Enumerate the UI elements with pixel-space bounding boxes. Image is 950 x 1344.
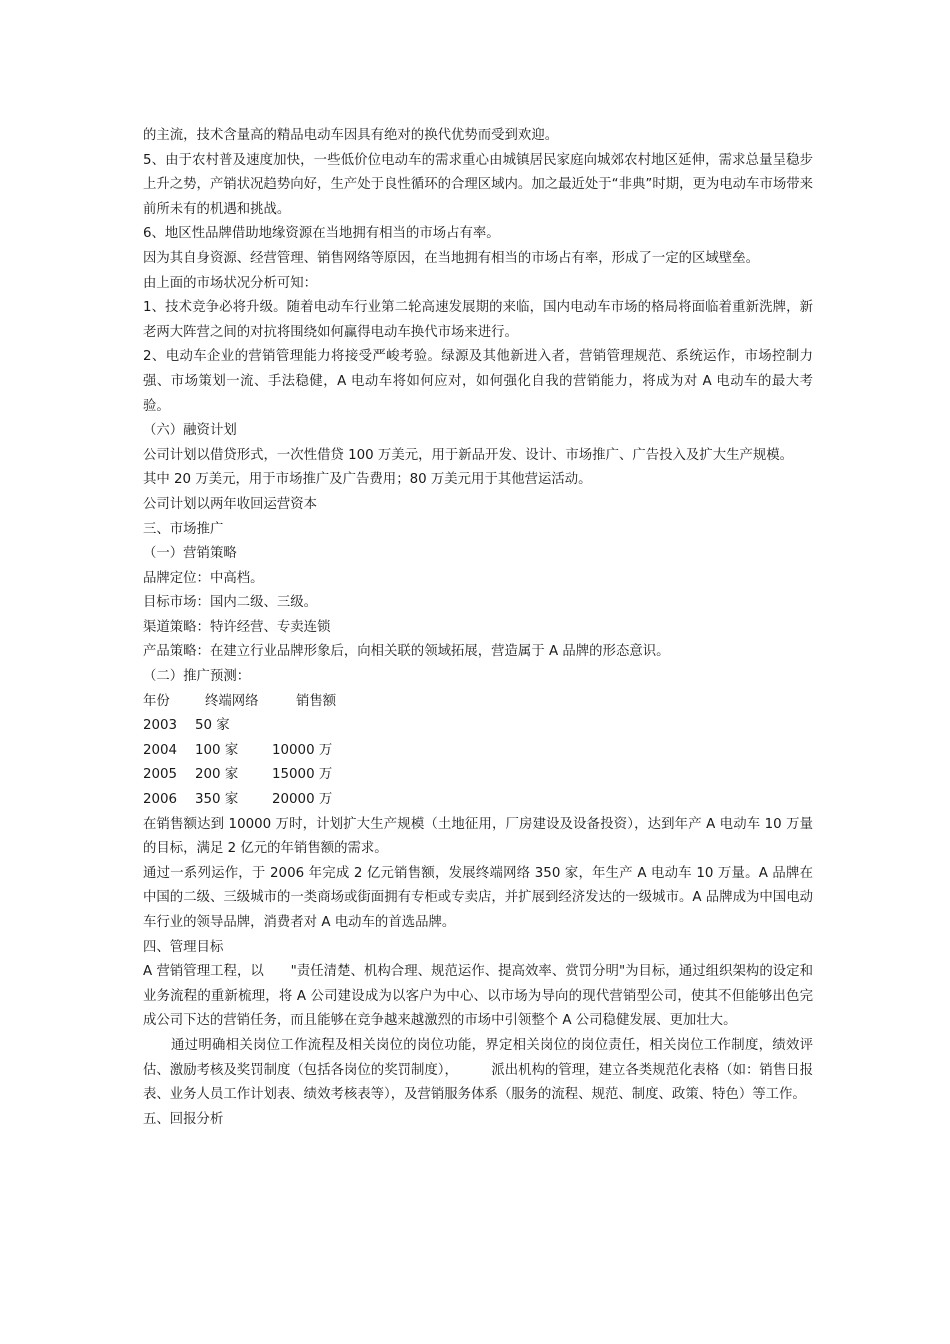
table-header-cell: 终端网络 <box>205 693 259 709</box>
section-heading: （二）推广预测： <box>143 669 251 685</box>
paragraph: 6、地区性品牌借助地缘资源在当地拥有相当的市场占有率。 <box>143 226 500 242</box>
section-heading: 四、管理目标 <box>143 939 224 955</box>
table-cell: 350 家 <box>195 792 239 808</box>
table-cell: 100 家 <box>195 742 239 758</box>
paragraph: 2、电动车企业的营销管理能力将接受严峻考验。绿源及其他新进入者，营销管理规范、系统运作，市场控制力强、市场策划一流、手法稳健，A 电动车将如何应对，如何强化自我的营销能力，将成为对 A 电动车的最大考验。 <box>143 349 813 414</box>
paragraph: 其中 20 万美元，用于市场推广及广告费用；80 万美元用于其他营运活动。 <box>143 472 592 488</box>
table-row <box>143 739 813 764</box>
paragraph: 目标市场：国内二级、三级。 <box>143 595 318 611</box>
table-cell: 2006 <box>143 792 178 808</box>
paragraph: A 营销管理工程，以 "责任清楚、机构合理、规范运作、提高效率、赏罚分明"为目标，通过组织架构的设定和业务流程的重新梳理，将 A 公司建设成为以客户为中心、以市场为导向的现代营销型公司，使其不但能够出色完成公司下达的营销任务，而且能够在竞争越来越激烈的市场中引领整个 A 公司稳健发展、更加壮大。 <box>143 964 813 1029</box>
table-cell: 50 家 <box>195 718 230 734</box>
table-cell: 20000 万 <box>272 792 333 808</box>
paragraph: 因为其自身资源、经营管理、销售网络等原因，在当地拥有相当的市场占有率，形成了一定的区域壁垒。 <box>143 250 759 266</box>
table-cell: 200 家 <box>195 767 239 783</box>
table-header-cell: 销售额 <box>296 693 337 709</box>
section-heading: （一）营销策略 <box>143 546 237 562</box>
section-heading: 五、回报分析 <box>143 1111 224 1127</box>
paragraph: 公司计划以借贷形式，一次性借贷 100 万美元，用于新品开发、设计、市场推广、广告投入及扩大生产规模。 <box>143 447 794 463</box>
section-heading: 三、市场推广 <box>143 521 224 537</box>
table-cell: 15000 万 <box>272 767 333 783</box>
table-cell: 2003 <box>143 718 178 734</box>
paragraph: 通过一系列运作，于 2006 年完成 2 亿元销售额，发展终端网络 350 家，年生产 A 电动车 10 万量。A 品牌在中国的二级、三级城市的一类商场或街面拥有专柜或专卖店，并扩展到经济发达的一级城市。A 品牌成为中国电动车行业的领导品牌，消费者对 A 电动车的首选品牌。 <box>143 865 813 930</box>
table-header-row <box>143 690 813 715</box>
table-header-cell: 年份 <box>143 693 170 709</box>
paragraph: 渠道策略：特许经营、专卖连锁 <box>143 619 331 635</box>
table-row <box>143 714 813 739</box>
document-page <box>143 124 813 1132</box>
paragraph: 的主流，技术含量高的精品电动车因具有绝对的换代优势而受到欢迎。 <box>143 128 559 143</box>
paragraph-indented: 通过明确相关岗位工作流程及相关岗位的岗位功能，界定相关岗位的岗位责任，相关岗位工作制度，绩效评估、激励考核及奖罚制度（包括各岗位的奖罚制度）， 派出机构的管理，建立各类规范化表格（如：销售日报表、业务人员工作计划表、绩效考核表等），及营销服务体系（服务的流程、规范、制度、政策、特色）等工作。 <box>143 1037 813 1103</box>
paragraph: 产品策略：在建立行业品牌形象后，向相关联的领域拓展，营造属于 A 品牌的形态意识。 <box>143 644 670 660</box>
table-cell: 2004 <box>143 742 178 758</box>
paragraph: 1、技术竞争必将升级。随着电动车行业第二轮高速发展期的来临，国内电动车市场的格局将面临着重新洗牌，新老两大阵营之间的对抗将围绕如何赢得电动车换代市场来进行。 <box>143 300 813 340</box>
table-cell: 10000 万 <box>272 742 333 758</box>
table-cell <box>272 714 372 739</box>
section-heading: （六）融资计划 <box>143 423 237 439</box>
table-row <box>143 763 813 788</box>
paragraph: 在销售额达到 10000 万时，计划扩大生产规模（土地征用，厂房建设及设备投资），达到年产 A 电动车 10 万量的目标，满足 2 亿元的年销售额的需求。 <box>143 816 813 857</box>
paragraph: 5、由于农村普及速度加快，一些低价位电动车的需求重心由城镇居民家庭向城郊农村地区延伸，需求总量呈稳步上升之势，产销状况趋势向好，生产处于良性循环的合理区域内。加之最近处于“非典”时期，更为电动车市场带来前所未有的机遇和挑战。 <box>143 152 814 217</box>
forecast-table <box>143 690 813 813</box>
paragraph: 品牌定位：中高档。 <box>143 570 264 586</box>
table-row <box>143 788 813 813</box>
paragraph: 由上面的市场状况分析可知： <box>143 275 318 291</box>
table-cell: 2005 <box>143 767 178 783</box>
paragraph: 公司计划以两年收回运营资本 <box>143 496 318 512</box>
